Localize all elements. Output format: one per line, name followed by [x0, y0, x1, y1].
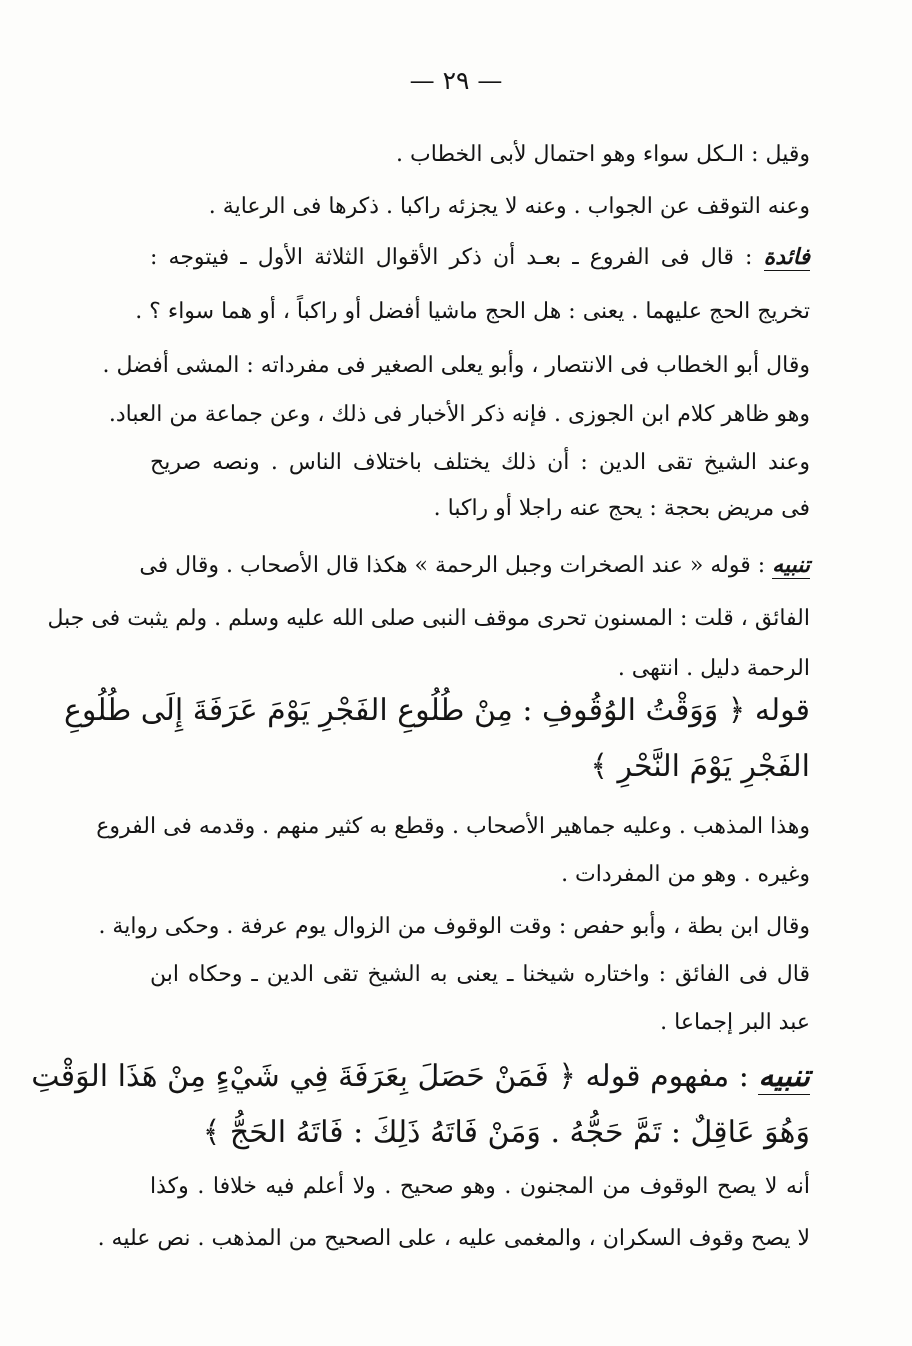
- text-line: الفائق ، قلت : المسنون تحرى موقف النبى صلى الله عليه وسلم . ولم يثبت فى جبل: [47, 606, 810, 631]
- text-line: وهذا المذهب . وعليه جماهير الأصحاب . وقطع به كثير منهم . وقدمه فى الفروع: [96, 814, 810, 839]
- note-label: تنبيه: [758, 1059, 810, 1094]
- text-line: عبد البر إجماعا .: [660, 1010, 810, 1035]
- text-line: قال فى الفائق : واختاره شيخنا ـ يعنى به الشيخ تقى الدين ـ وحكاه ابن: [150, 962, 810, 987]
- quoted-text-line: الفَجْرِ يَوْمَ النَّحْرِ ﴾: [590, 749, 810, 784]
- text-line: أنه لا يصح الوقوف من المجنون . وهو صحيح . ولا أعلم فيه خلافا . وكذا: [150, 1174, 810, 1199]
- text-line: تنبيه : قوله « عند الصخرات وجبل الرحمة » هكذا قال الأصحاب . وقال فى: [139, 552, 810, 578]
- text-line: وقال ابن بطة ، وأبو حفص : وقت الوقوف من الزوال يوم عرفة . وحكى رواية .: [98, 914, 810, 939]
- text-line: وغيره . وهو من المفردات .: [561, 862, 810, 887]
- text-line: وقال أبو الخطاب فى الانتصار ، وأبو يعلى الصغير فى مفرداته : المشى أفضل .: [102, 353, 810, 378]
- quoted-text-line: قوله ﴿ وَوَقْتُ الوُقُوفِ : مِنْ طُلُوعِ الفَجْرِ يَوْمَ عَرَفَةَ إِلَى طُلُوعِ: [63, 693, 810, 728]
- text-line: وعند الشيخ تقى الدين : أن ذلك يختلف باختلاف الناس . ونصه صريح: [150, 450, 810, 475]
- quoted-text-line: تنبيه : مفهوم قوله ﴿ فَمَنْ حَصَلَ بِعَرَفَةَ فِي شَيْءٍ مِنْ هَذَا الوَقْتِ: [31, 1059, 810, 1094]
- text-line: لا يصح وقوف السكران ، والمغمى عليه ، على الصحيح من المذهب . نص عليه .: [97, 1226, 810, 1251]
- note-label: تنبيه: [772, 552, 810, 578]
- text-line: الرحمة دليل . انتهى .: [617, 656, 810, 681]
- text-line: تخريج الحج عليهما . يعنى : هل الحج ماشيا أفضل أو راكباً ، أو هما سواء ؟ .: [135, 299, 810, 324]
- page-number: — ٢٩ —: [409, 66, 503, 95]
- text-line: وعنه التوقف عن الجواب . وعنه لا يجزئه راكبا . ذكرها فى الرعاية .: [208, 194, 810, 219]
- text-line: فى مريض بحجة : يحج عنه راجلا أو راكبا .: [433, 496, 810, 521]
- text-line: وهو ظاهر كلام ابن الجوزى . فإنه ذكر الأخبار فى ذلك ، وعن جماعة من العباد.: [108, 402, 810, 427]
- note-label: فائدة: [763, 244, 810, 270]
- text-line: فائدة : قال فى الفروع ـ بعـد أن ذكر الأقوال الثلاثة الأول ـ فيتوجه :: [150, 244, 810, 270]
- quoted-text-line: وَهُوَ عَاقِلٌ : تَمَّ حَجُّهُ . وَمَنْ فَاتَهُ ذَلِكَ : فَاتَهُ الحَجُّ ﴾: [202, 1115, 810, 1150]
- text-line: وقيل : الـكل سواء وهو احتمال لأبى الخطاب .: [396, 142, 810, 167]
